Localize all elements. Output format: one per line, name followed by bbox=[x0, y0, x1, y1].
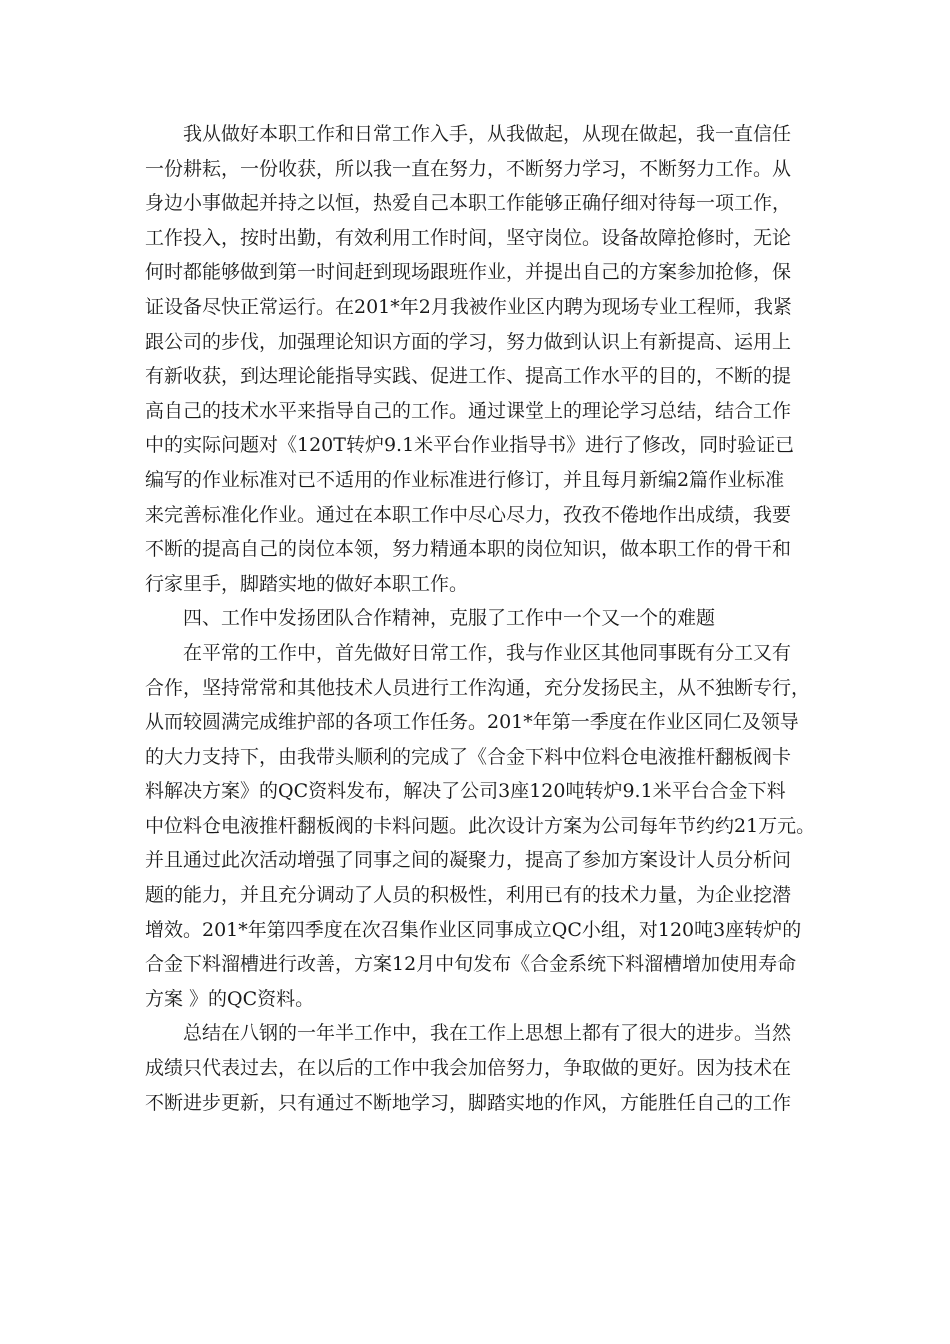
section-heading: 四、工作中发扬团队合作精神，克服了工作中一个又一个的难题 bbox=[183, 607, 716, 630]
paragraph-summary bbox=[145, 1016, 810, 1120]
text-line: 身边小事做起并持之以恒，热爱自己本职工作能够正确仔细对待每一项工作， bbox=[145, 192, 792, 215]
text-line: 合金下料溜槽进行改善，方案12月中旬发布《合金系统下料溜槽增加使用寿命 bbox=[145, 953, 797, 976]
text-line: 题的能力，并且充分调动了人员的积极性，利用已有的技术力量，为企业挖潜 bbox=[145, 884, 792, 907]
section-heading-teamwork bbox=[145, 601, 810, 636]
text-line: 工作投入，按时出勤，有效利用工作时间，坚守岗位。设备故障抢修时，无论 bbox=[145, 226, 792, 249]
text-line: 不断进步更新，只有通过不断地学习，脚踏实地的作风，方能胜任自己的工作 bbox=[145, 1091, 792, 1114]
text-line: 行家里手，脚踏实地的做好本职工作。 bbox=[145, 572, 469, 595]
text-line: 编写的作业标准对已不适用的作业标准进行修订，并且每月新编2篇作业标准 bbox=[145, 468, 785, 491]
text-line: 增效。201*年第四季度在次召集作业区同事成立QC小组，对120吨3座转炉的 bbox=[145, 918, 802, 941]
text-line: 证设备尽快正常运行。在201*年2月我被作业区内聘为现场专业工程师，我紧 bbox=[145, 295, 792, 318]
document-body bbox=[145, 117, 816, 1120]
text-line: 不断的提高自己的岗位本领，努力精通本职的岗位知识，做本职工作的骨干和 bbox=[145, 538, 792, 561]
text-line: 总结在八钢的一年半工作中，我在工作上思想上都有了很大的进步。当然 bbox=[183, 1022, 792, 1045]
text-line: 中的实际问题对《120T转炉9.1米平台作业指导书》进行了修改，同时验证已 bbox=[145, 434, 795, 457]
text-line: 在平常的工作中，首先做好日常工作，我与作业区其他同事既有分工又有 bbox=[183, 641, 792, 664]
text-line: 合作，坚持常常和其他技术人员进行工作沟通，充分发扬民主，从不独断专行， bbox=[145, 676, 811, 699]
text-line: 跟公司的步伐，加强理论知识方面的学习，努力做到认识上有新提高、运用上 bbox=[145, 330, 792, 353]
text-line: 料解决方案》的QC资料发布，解决了公司3座120吨转炉9.1米平台合金下料 bbox=[145, 780, 786, 803]
text-line: 从而较圆满完成维护部的各项工作任务。201*年第一季度在作业区同仁及领导 bbox=[145, 711, 799, 734]
text-line: 我从做好本职工作和日常工作入手，从我做起，从现在做起，我一直信任 bbox=[183, 123, 792, 145]
text-line: 中位料仓电液推杆翻板阀的卡料问题。此次设计方案为公司每年节约约21万元。 bbox=[145, 814, 816, 837]
text-line: 方案 》的QC资料。 bbox=[145, 987, 315, 1010]
paragraph-work-attitude bbox=[145, 117, 810, 601]
text-line: 并且通过此次活动增强了同事之间的凝聚力，提高了参加方案设计人员分析问 bbox=[145, 849, 792, 872]
paragraph-teamwork bbox=[145, 636, 816, 1017]
text-line: 何时都能够做到第一时间赶到现场跟班作业，并提出自己的方案参加抢修，保 bbox=[145, 261, 792, 284]
text-line: 的大力支持下，由我带头顺利的完成了《合金下料中位料仓电液推杆翻板阀卡 bbox=[145, 745, 792, 768]
text-line: 一份耕耘，一份收获，所以我一直在努力，不断努力学习，不断努力工作。从 bbox=[145, 157, 792, 180]
text-line: 高自己的技术水平来指导自己的工作。通过课堂上的理论学习总结，结合工作 bbox=[145, 399, 792, 422]
text-line: 成绩只代表过去，在以后的工作中我会加倍努力，争取做的更好。因为技术在 bbox=[145, 1057, 792, 1080]
text-line: 来完善标准化作业。通过在本职工作中尽心尽力，孜孜不倦地作出成绩，我要 bbox=[145, 503, 792, 526]
text-line: 有新收获，到达理论能指导实践、促进工作、提高工作水平的目的，不断的提 bbox=[145, 365, 792, 388]
